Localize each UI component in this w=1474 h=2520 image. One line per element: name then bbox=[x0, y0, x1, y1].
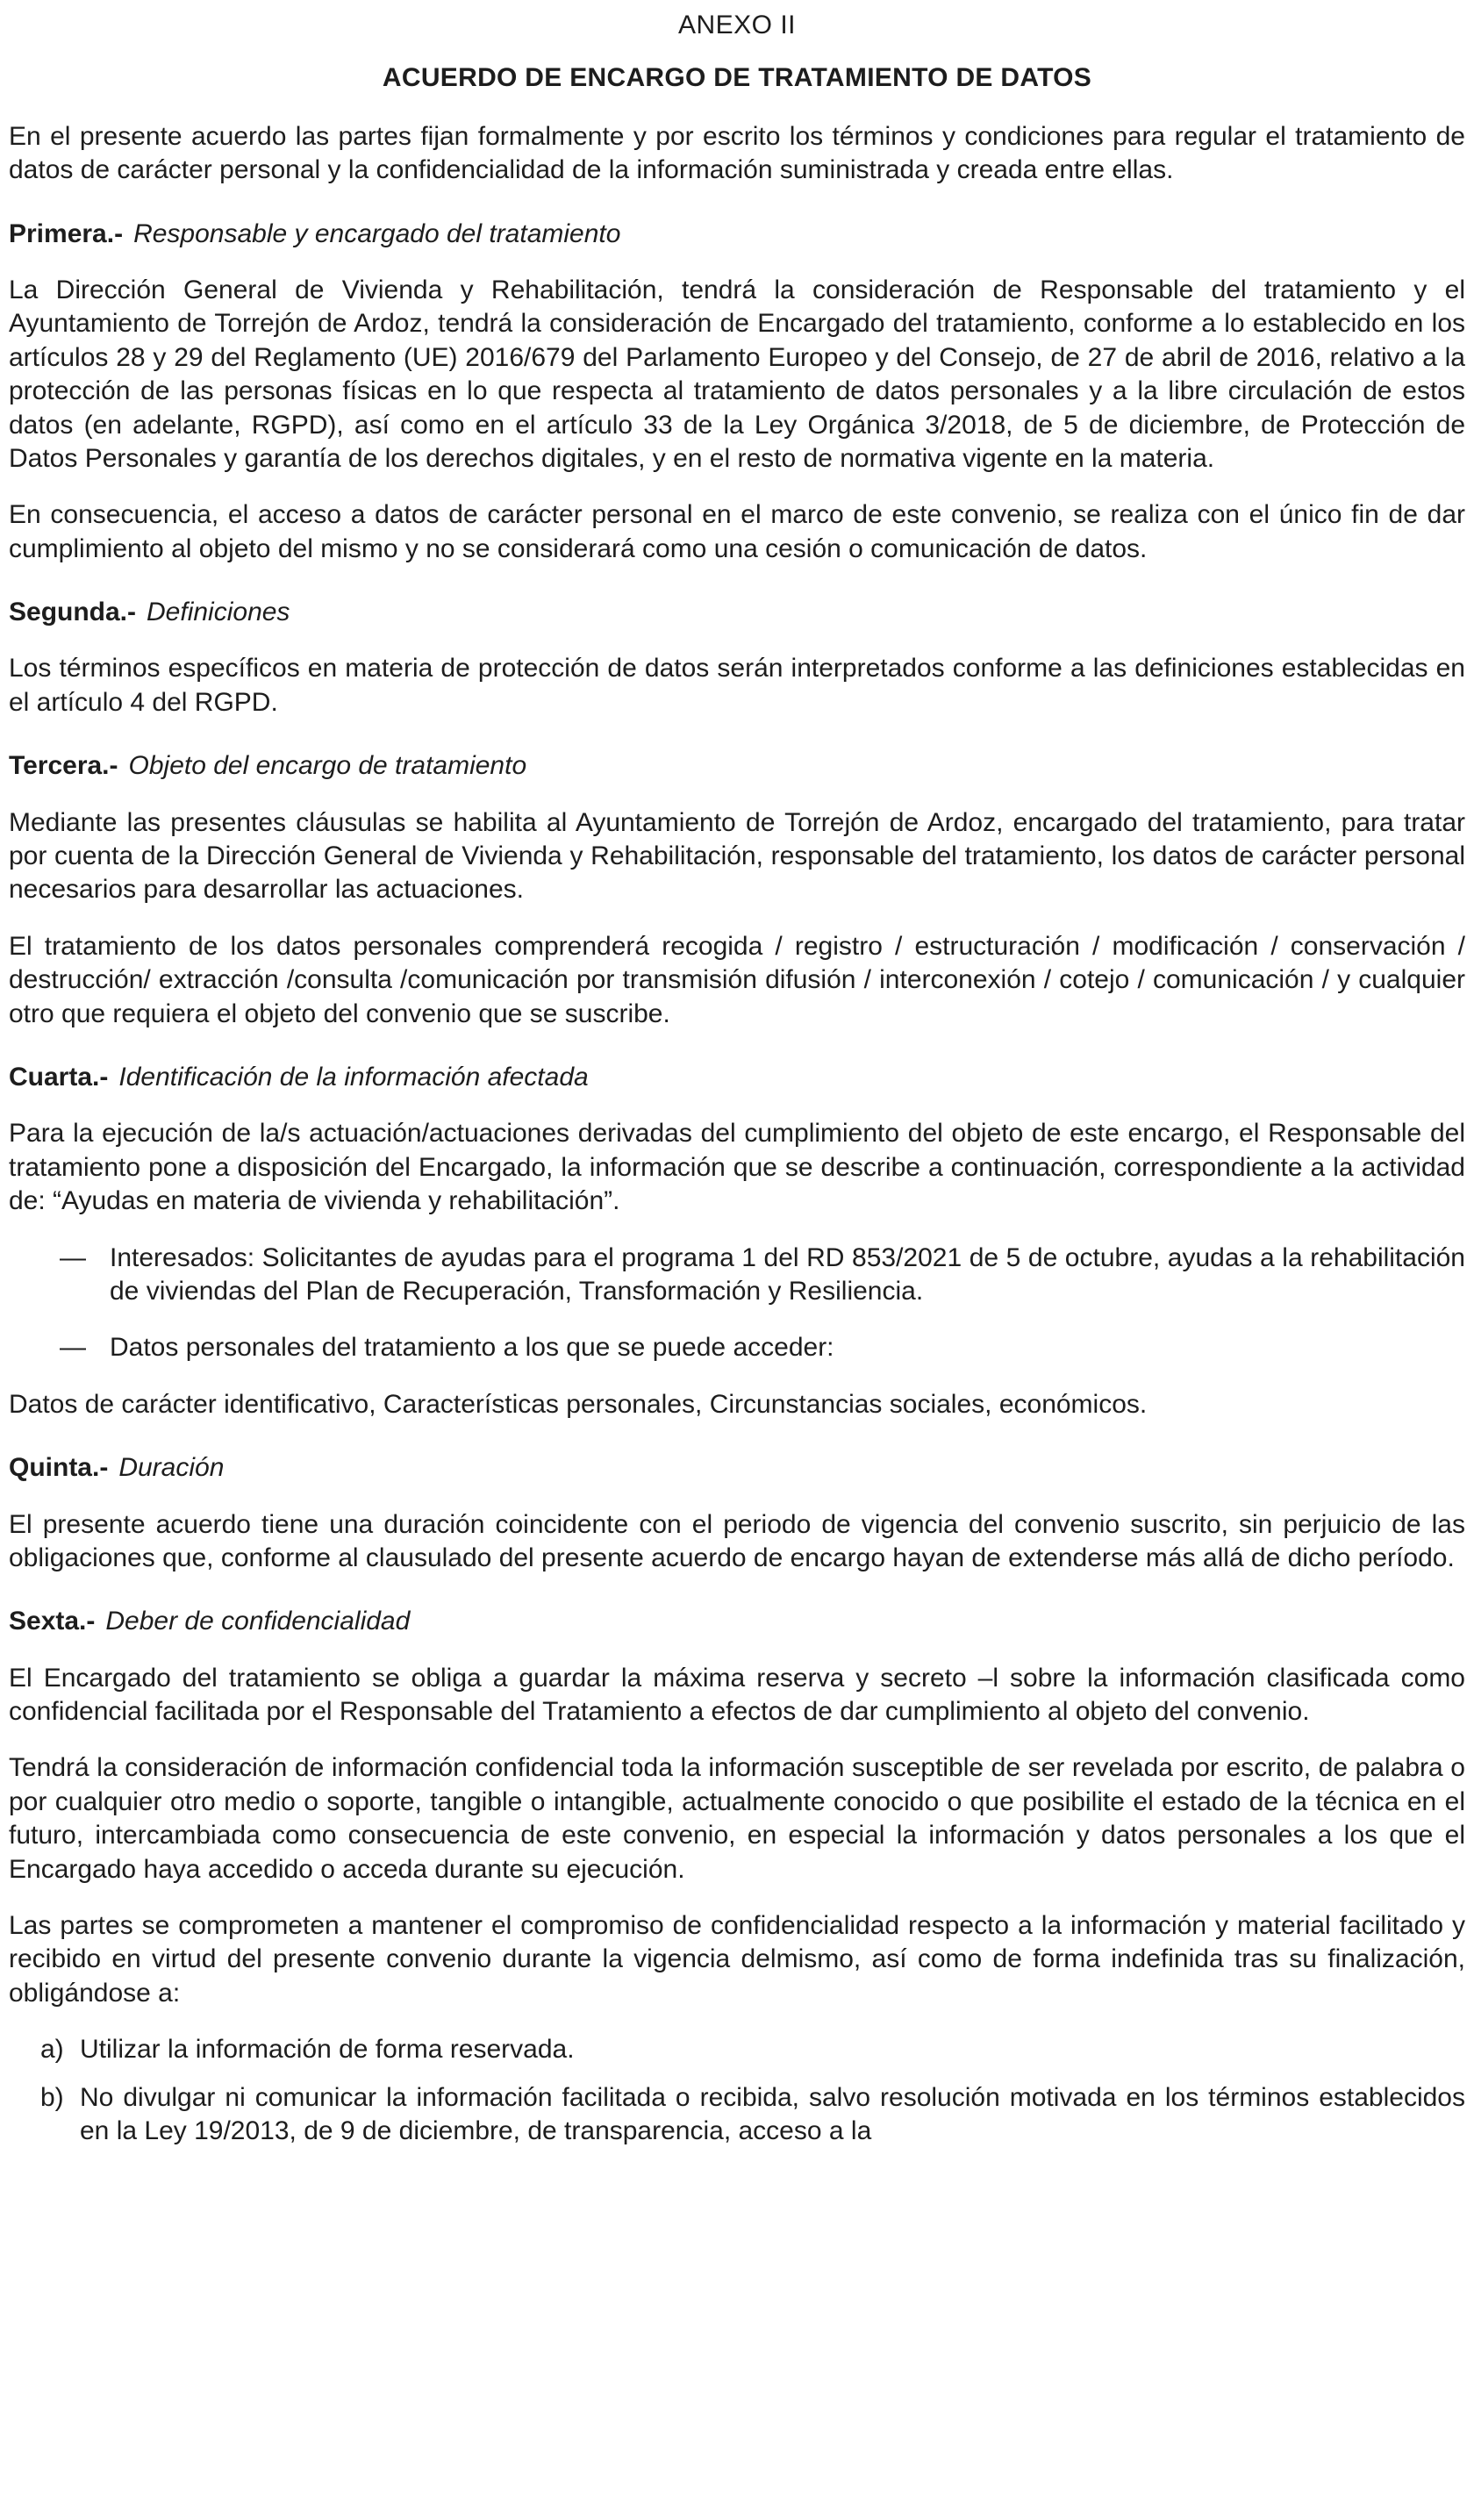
section-heading-tercera bbox=[9, 749, 1465, 783]
section-title: Identificación de la información afectada bbox=[118, 1062, 589, 1092]
list-item-text: No divulgar ni comunicar la información facilitada o recibida, salvo resolución motivada en los términos establecidos en la Ley 19/2013, de 9 de diciembre, de transparencia, acceso a la bbox=[80, 2082, 1465, 2145]
paragraph: Tendrá la consideración de información confidencial toda la información susceptible de ser revelada por escrito, de palabra o por cualquier otro medio o soporte, tangible o intangible, actualmente conocido o que posibilite el estado de la técnica en el futuro, intercambiada como consecuencia de este convenio, en especial la información y datos personales a los que el Encargado haya accedido o acceda durante su ejecución. bbox=[9, 1753, 1465, 1884]
document-subtitle: ACUERDO DE ENCARGO DE TRATAMIENTO DE DATOS bbox=[382, 63, 1092, 93]
list-item-text: Utilizar la información de forma reservada. bbox=[80, 2035, 575, 2065]
list-item-datos-personales bbox=[9, 1331, 1465, 1364]
dash-icon: — bbox=[60, 1242, 86, 1272]
paragraph: El tratamiento de los datos personales comprenderá recogida / registro / estructuración / modificación / conservación / destrucción/ extracción /consulta /comunicación por transmisión difusión / interconexión / cotejo / comunicación / y cualquier otro que requiera el objeto del convenio que se suscribe. bbox=[9, 931, 1465, 1028]
section-heading-cuarta bbox=[9, 1061, 1465, 1094]
list-item-text: Datos personales del tratamiento a los que se puede acceder: bbox=[110, 1333, 834, 1363]
paragraph: La Dirección General de Vivienda y Rehabilitación, tendrá la consideración de Responsable del tratamiento y el Ayuntamiento de Torrejón de Ardoz, tendrá la consideración de Encargado del tratamiento, conforme a lo establecido en los artículos 28 y 29 del Reglamento (UE) 2016/679 del Parlamento Europeo y del Consejo, de 27 de abril de 2016, relativo a la protección de las personas físicas en lo que respecta al tratamiento de datos personales y a la libre circulación de estos datos (en adelante, RGPD), así como en el artículo 33 de la Ley Orgánica 3/2018, de 5 de diciembre, de Protección de Datos Personales y garantía de los derechos digitales, y en el resto de normativa vigente en la materia. bbox=[9, 275, 1465, 473]
list-marker: b) bbox=[40, 2082, 64, 2112]
paragraph: Mediante las presentes cláusulas se habilita al Ayuntamiento de Torrejón de Ardoz, encargado del tratamiento, para tratar por cuenta de la Dirección General de Vivienda y Rehabilitación, responsable del tratamiento, los datos de carácter personal necesarios para desarrollar las actuaciones. bbox=[9, 807, 1465, 905]
section-label: Quinta.- bbox=[9, 1453, 109, 1483]
section-label: Primera.- bbox=[9, 218, 124, 248]
section-label: Segunda.- bbox=[9, 598, 137, 627]
section-heading-sexta bbox=[9, 1605, 1465, 1638]
paragraph-intro: En el presente acuerdo las partes fijan formalmente y por escrito los términos y condiciones para regular el tratamiento de datos de carácter personal y la confidencialidad de la información suministrada y creada entre ellas. bbox=[9, 121, 1465, 185]
section-heading-segunda bbox=[9, 596, 1465, 629]
section-label: Sexta.- bbox=[9, 1607, 96, 1636]
list-item-interesados bbox=[9, 1242, 1465, 1309]
section-heading-quinta bbox=[9, 1451, 1465, 1485]
section-title: Duración bbox=[118, 1453, 225, 1483]
section-title: Definiciones bbox=[147, 598, 290, 627]
section-title: Responsable y encargado del tratamiento bbox=[133, 218, 621, 248]
paragraph: Los términos específicos en materia de protección de datos serán interpretados conforme a las definiciones establecidas en el artículo 4 del RGPD. bbox=[9, 654, 1465, 717]
list-marker: a) bbox=[40, 2035, 64, 2065]
paragraph: Datos de carácter identificativo, Características personales, Circunstancias sociales, económicos. bbox=[9, 1389, 1148, 1419]
section-heading-primera bbox=[9, 218, 1465, 251]
paragraph: En consecuencia, el acceso a datos de carácter personal en el marco de este convenio, se realiza con el único fin de dar cumplimiento al objeto del mismo y no se considerará como una cesión o comunicación de datos. bbox=[9, 500, 1465, 563]
list-item-b bbox=[9, 2081, 1465, 2149]
section-title: Objeto del encargo de tratamiento bbox=[128, 751, 527, 781]
list-item-a bbox=[9, 2033, 1465, 2066]
paragraph: Para la ejecución de la/s actuación/actuaciones derivadas del cumplimiento del objeto de este encargo, el Responsable del tratamiento pone a disposición del Encargado, la información que se describe a continuación, correspondiente a la actividad de: “Ayudas en materia de vivienda y rehabilitación”. bbox=[9, 1119, 1465, 1216]
dash-icon: — bbox=[60, 1333, 86, 1363]
list-item-text: Interesados: Solicitantes de ayudas para el programa 1 del RD 853/2021 de 5 de octubre, ayudas a la rehabilitación de viviendas del Plan de Recuperación, Transformación y Resiliencia. bbox=[110, 1242, 1465, 1306]
section-label: Tercera.- bbox=[9, 751, 118, 781]
document-title: ANEXO II bbox=[677, 11, 797, 39]
paragraph: El Encargado del tratamiento se obliga a guardar la máxima reserva y secreto –l sobre la información clasificada como confidencial facilitada por el Responsable del Tratamiento a efectos de dar cumplimiento al objeto del convenio. bbox=[9, 1663, 1465, 1727]
paragraph: El presente acuerdo tiene una duración coincidente con el periodo de vigencia del convenio suscrito, sin perjuicio de las obligaciones que, conforme al clausulado del presente acuerdo de encargo hayan de extenderse más allá de dicho período. bbox=[9, 1509, 1465, 1572]
section-title: Deber de confidencialidad bbox=[105, 1607, 411, 1636]
section-label: Cuarta.- bbox=[9, 1062, 109, 1092]
paragraph: Las partes se comprometen a mantener el compromiso de confidencialidad respecto a la información y material facilitado y recibido en virtud del presente convenio durante la vigencia delmismo, así como de forma indefinida tras su finalización, obligándose a: bbox=[9, 1911, 1465, 2008]
